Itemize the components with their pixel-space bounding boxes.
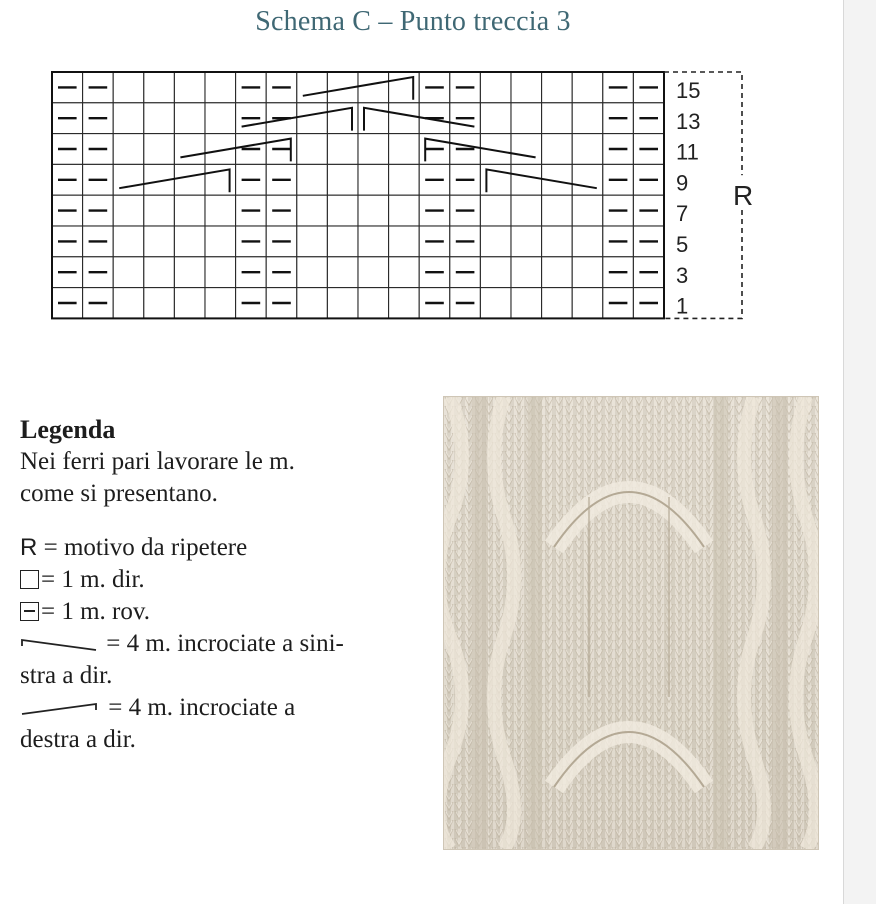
knit-stitch-icon: [20, 570, 39, 589]
right-cross-icon: [20, 698, 102, 718]
chart-cell: [542, 226, 573, 257]
chart-cell: [511, 164, 542, 195]
cable-swatch-photo: [443, 396, 819, 850]
row-number: 1: [676, 293, 689, 319]
chart-cell: [174, 134, 205, 165]
chart-cell: [542, 103, 573, 134]
chart-cell: [297, 72, 328, 103]
legend-cross-right: [20, 692, 420, 724]
chart-cell: [389, 226, 420, 257]
chart-cell: [327, 134, 358, 165]
chart-cell: [480, 226, 511, 257]
chart-cell: [297, 195, 328, 226]
chart-cell: [205, 72, 236, 103]
chart-cell: [572, 257, 603, 288]
chart-cell: [480, 164, 511, 195]
chart-cell: [511, 226, 542, 257]
chart-cell: [144, 288, 175, 319]
legend-repeat-text: = motivo da ripetere: [43, 534, 248, 561]
purl-stitch-icon: [20, 602, 39, 621]
legend-purl: [20, 596, 420, 628]
chart-cell: [480, 195, 511, 226]
chart-cell: [297, 164, 328, 195]
chart-cell: [297, 257, 328, 288]
chart-cell: [358, 288, 389, 319]
chart-cell: [358, 226, 389, 257]
cable-texture: [444, 397, 818, 849]
chart-cell: [511, 288, 542, 319]
chart-cell: [144, 195, 175, 226]
legend-knit: [20, 564, 420, 596]
legend: [20, 414, 420, 756]
legend-cross-left: [20, 628, 420, 660]
chart-cell: [144, 72, 175, 103]
chart-cell: [572, 226, 603, 257]
chart-cell: [511, 257, 542, 288]
legend-cross-right-line-1: = 4 m. incrociate a: [108, 694, 296, 721]
row-number: 7: [676, 201, 689, 227]
chart-cell: [480, 72, 511, 103]
chart-cell: [327, 164, 358, 195]
chart-cell: [542, 134, 573, 165]
row-number: 3: [676, 262, 689, 288]
chart-cell: [327, 226, 358, 257]
chart-cell: [297, 288, 328, 319]
chart-cell: [389, 195, 420, 226]
chart-cell: [113, 288, 144, 319]
legend-cross-left-line-1: = 4 m. incrociate a sini-: [106, 630, 344, 657]
chart-cell: [511, 134, 542, 165]
chart-cell: [205, 103, 236, 134]
row-number: 5: [676, 232, 689, 257]
left-cross-icon: [20, 634, 100, 654]
chart-cell: [327, 195, 358, 226]
chart-cell: [113, 72, 144, 103]
chart-cell: [389, 288, 420, 319]
chart-cell: [327, 103, 358, 134]
chart-cell: [358, 164, 389, 195]
legend-purl-text: = 1 m. rov.: [41, 598, 150, 625]
chart-cell: [572, 195, 603, 226]
chart-cell: [511, 72, 542, 103]
row-number: 11: [676, 139, 699, 165]
chart-cell: [174, 164, 205, 195]
chart-cell: [174, 226, 205, 257]
chart-cell: [480, 257, 511, 288]
page-title: Schema C – Punto treccia 3: [255, 6, 571, 37]
chart-cell: [511, 103, 542, 134]
chart-cell: [572, 103, 603, 134]
chart-cell: [327, 288, 358, 319]
chart-cell: [572, 72, 603, 103]
chart-cell: [572, 134, 603, 165]
chart-cell: [174, 288, 205, 319]
legend-knit-text: = 1 m. dir.: [41, 566, 145, 593]
chart-cell: [327, 257, 358, 288]
chart-cell: [297, 226, 328, 257]
chart-cell: [572, 288, 603, 319]
chart-cell: [174, 103, 205, 134]
chart-cell: [358, 103, 389, 134]
chart-cell: [174, 257, 205, 288]
chart-cell: [480, 103, 511, 134]
chart-cell: [113, 164, 144, 195]
chart-cell: [511, 195, 542, 226]
chart-cell: [480, 288, 511, 319]
chart-cell: [542, 288, 573, 319]
legend-cross-left-line-2: stra a dir.: [20, 662, 113, 689]
chart-cell: [113, 257, 144, 288]
chart-cell: [389, 164, 420, 195]
legend-intro-line-1: Nei ferri pari lavorare le m.: [20, 448, 295, 475]
repeat-symbol: R: [20, 534, 38, 561]
chart-cell: [144, 103, 175, 134]
chart-cell: [144, 257, 175, 288]
legend-repeat: [20, 532, 420, 564]
chart-cell: [358, 257, 389, 288]
chart-cell: [144, 134, 175, 165]
chart-cell: [205, 195, 236, 226]
chart-cell: [113, 195, 144, 226]
chart-cell: [389, 257, 420, 288]
chart-cell: [174, 195, 205, 226]
chart-cell: [542, 257, 573, 288]
chart-cell: [358, 195, 389, 226]
chart-cell: [205, 164, 236, 195]
legend-cross-right-line-2: destra a dir.: [20, 726, 136, 753]
chart-cell: [389, 103, 420, 134]
row-number: 9: [676, 170, 689, 196]
chart-cell: [572, 164, 603, 195]
knitting-chart: [0, 0, 876, 360]
chart-cell: [542, 72, 573, 103]
chart-cell: [144, 226, 175, 257]
chart-cell: [358, 134, 389, 165]
chart-cell: [205, 288, 236, 319]
chart-cell: [297, 134, 328, 165]
chart-cell: [113, 103, 144, 134]
legend-intro-line-2: come si presentano.: [20, 480, 218, 507]
legend-heading: Legenda: [20, 415, 116, 444]
chart-cell: [542, 195, 573, 226]
repeat-label: R: [733, 180, 754, 212]
chart-cell: [174, 72, 205, 103]
chart-cell: [389, 134, 420, 165]
chart-cell: [113, 134, 144, 165]
chart-cell: [358, 72, 389, 103]
chart-cell: [205, 226, 236, 257]
chart-cell: [297, 103, 328, 134]
chart-cell: [205, 257, 236, 288]
row-number: 13: [676, 108, 701, 134]
chart-cell: [113, 226, 144, 257]
chart-cell: [389, 72, 420, 103]
row-number: 15: [676, 78, 701, 103]
